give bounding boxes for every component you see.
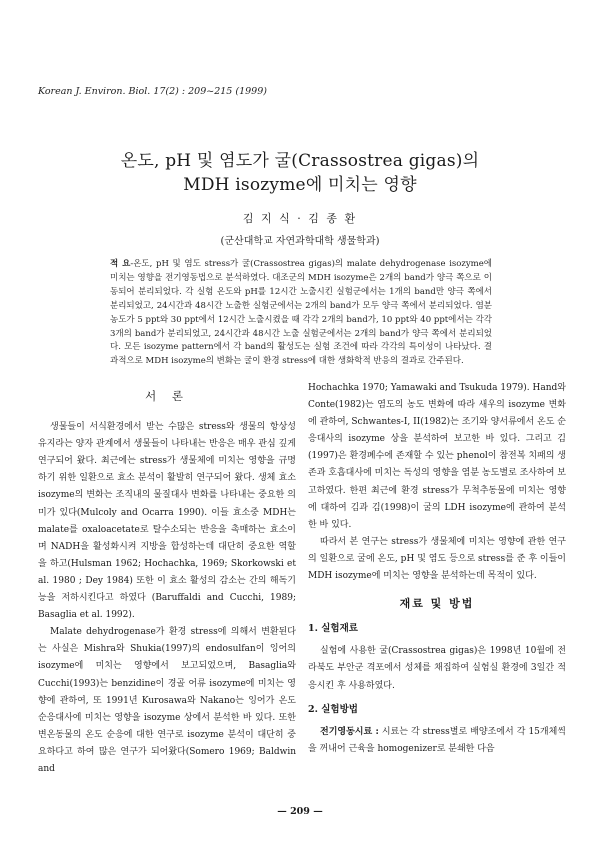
subsection-heading-materials: 1. 실험재료 <box>308 623 358 635</box>
title-line-2: MDH isozyme에 미치는 영향 <box>183 175 417 195</box>
section-heading-methods: 재료 및 방법 <box>399 597 475 611</box>
subsection-heading-methods: 2. 실험방법 <box>308 703 358 715</box>
methods-label: 전기영동시료 : <box>320 726 379 737</box>
right-column <box>308 380 566 758</box>
section-heading-introduction: 서 론 <box>145 389 189 403</box>
intro-paragraph-4: 따라서 본 연구는 stress가 생물체에 미치는 영향에 관한 연구의 일환으로 굴에 온도, pH 및 염도 등으로 stress를 준 후 이들이 MDH isozyme에 미치는 영향을 분석하는데 목적이 있다. <box>308 536 566 582</box>
intro-paragraph-1: 생물들이 서식환경에서 받는 수많은 stress와 생물의 항상성 유지라는 양자 관계에서 생물들이 나타내는 반응은 매우 관심 깊게 연구되어 왔다. 최근에는 stress가 생물체에 미치는 영향을 규명하기 위한 일환으로 효소 분석이 활발히 연구되어 왔다. 생체 효소 isozyme의 변화는 조직내의 물질대사 변화를 나타내는 중요한 의미가 있다(Mulcoly and Ocarra 1990). 이들 효소중 MDH는 malate를 oxaloacetate로 탈수소되는 반응을 촉매하는 효소이며 NADH을 활성화시켜 지방을 합성하는데 대단히 중요한 역할을 하고(Hulsman 1962; Hochachka, 1969; Skorkowski et al. 1980 ; Dey 1984) 또한 이 효소 활성의 감소는 간의 해독기능을 저하시킨다고 하였다 (Baruffaldi and Cucchi, 1989; Basaglia et al. 1992). <box>38 422 296 621</box>
authors: 김 지 식 · 김 종 환 <box>242 212 358 225</box>
methods-paragraph <box>308 724 566 758</box>
methods-text: 시료는 각 stress별로 배양조에서 각 15개체씩을 꺼내어 근육을 homogenizer로 분쇄한 다음 <box>308 726 566 754</box>
journal-header: Korean J. Environ. Biol. 17(2) : 209~215 (1999) <box>38 86 267 97</box>
affiliation: (군산대학교 자연과학대학 생물학과) <box>220 236 380 247</box>
abstract-label: 적 요 <box>110 259 131 269</box>
title-line-1: 온도, pH 및 염도가 굴(Crassostrea gigas)의 <box>120 151 480 171</box>
paper-title <box>0 149 600 197</box>
abstract-text: -온도, pH 및 염도 stress가 굴(Crassostrea gigas)의 malate dehydrogenase isozyme에 미치는 영향을 전기영동법으로 분석하였다. 대조군의 MDH isozyme은 2개의 band가 양극 쪽으로 이동되어 분리되었다. 각 실험 온도와 pH를 12시간 노출시킨 실험군에서는 1개의 band만 양극 쪽에서 분리되었고, 24시간과 48시간 노출한 실험군에서는 2개의 band가 모두 양극 쪽에서 분리되었다. 염분 농도가 5 ppt와 30 ppt에서 12시간 노출시켰을 때 각각 2개의 band가, 10 ppt와 40 ppt에서는 각각 3개의 band가 분리되었고, 24시간과 48시간 노출 실험군에서는 2개의 band가 양극 쪽에서 분리되었다. 모든 isozyme pattern에서 각 band의 활성도는 실험 조건에 따라 각각의 특이성이 나타났다. 결과적으로 MDH isozyme의 변화는 굴이 환경 stress에 대한 생화학적 반응의 결과로 간주된다. <box>110 259 492 367</box>
left-column <box>38 380 296 778</box>
materials-paragraph: 실험에 사용한 굴(Crassostrea gigas)은 1998년 10월에 전라북도 부안군 격포에서 성체를 채집하여 실험실 환경에 3일간 적응시킨 후 사용하였다. <box>308 646 566 691</box>
intro-paragraph-2: Malate dehydrogenase가 환경 stress에 의해서 변환된다는 사실은 Mishra와 Shukia(1997)의 endosulfan이 잉어의 isozyme에 미치는 영향에서 보고되었으며, Basaglia와 Cucchi(1993)는 benzidine이 경골 어류 isozyme에 미치는 영향에 관하여, 또 1991년 Kurosawa와 Nakano는 잉어가 온도 순응대사에 미치는 영향을 isozyme 상에서 분석한 바 있다. 또한 변온동물의 온도 순응에 대한 연구로 isozyme 분석이 대단히 중요하다고 하여 많은 연구가 되어왔다(Somero 1969; Baldwin and <box>38 627 296 774</box>
intro-paragraph-3: Hochachka 1970; Yamawaki and Tsukuda 1979). Hand와 Conte(1982)는 염도의 농도 변화에 따라 새우의 isozyme 변화에 관하여, Schwantes-I, II(1982)는 조기와 양서류에서 온도 순응대사의 isozyme 상을 분석하여 보고한 바 있다. 그리고 김(1997)은 환경폐수에 존재할 수 있는 phenol이 참전복 치패의 생존과 호흡대사에 미치는 독성의 영향을 염분 농도별로 조사하여 보고하였다. 한편 최근에 환경 stress가 무척추동물에 미치는 영향에 대하여 김과 김(1998)이 굴의 LDH isozyme에 관하여 분석한 바 있다. <box>308 383 566 530</box>
abstract <box>110 258 492 369</box>
page-number: — 209 — <box>277 806 323 817</box>
